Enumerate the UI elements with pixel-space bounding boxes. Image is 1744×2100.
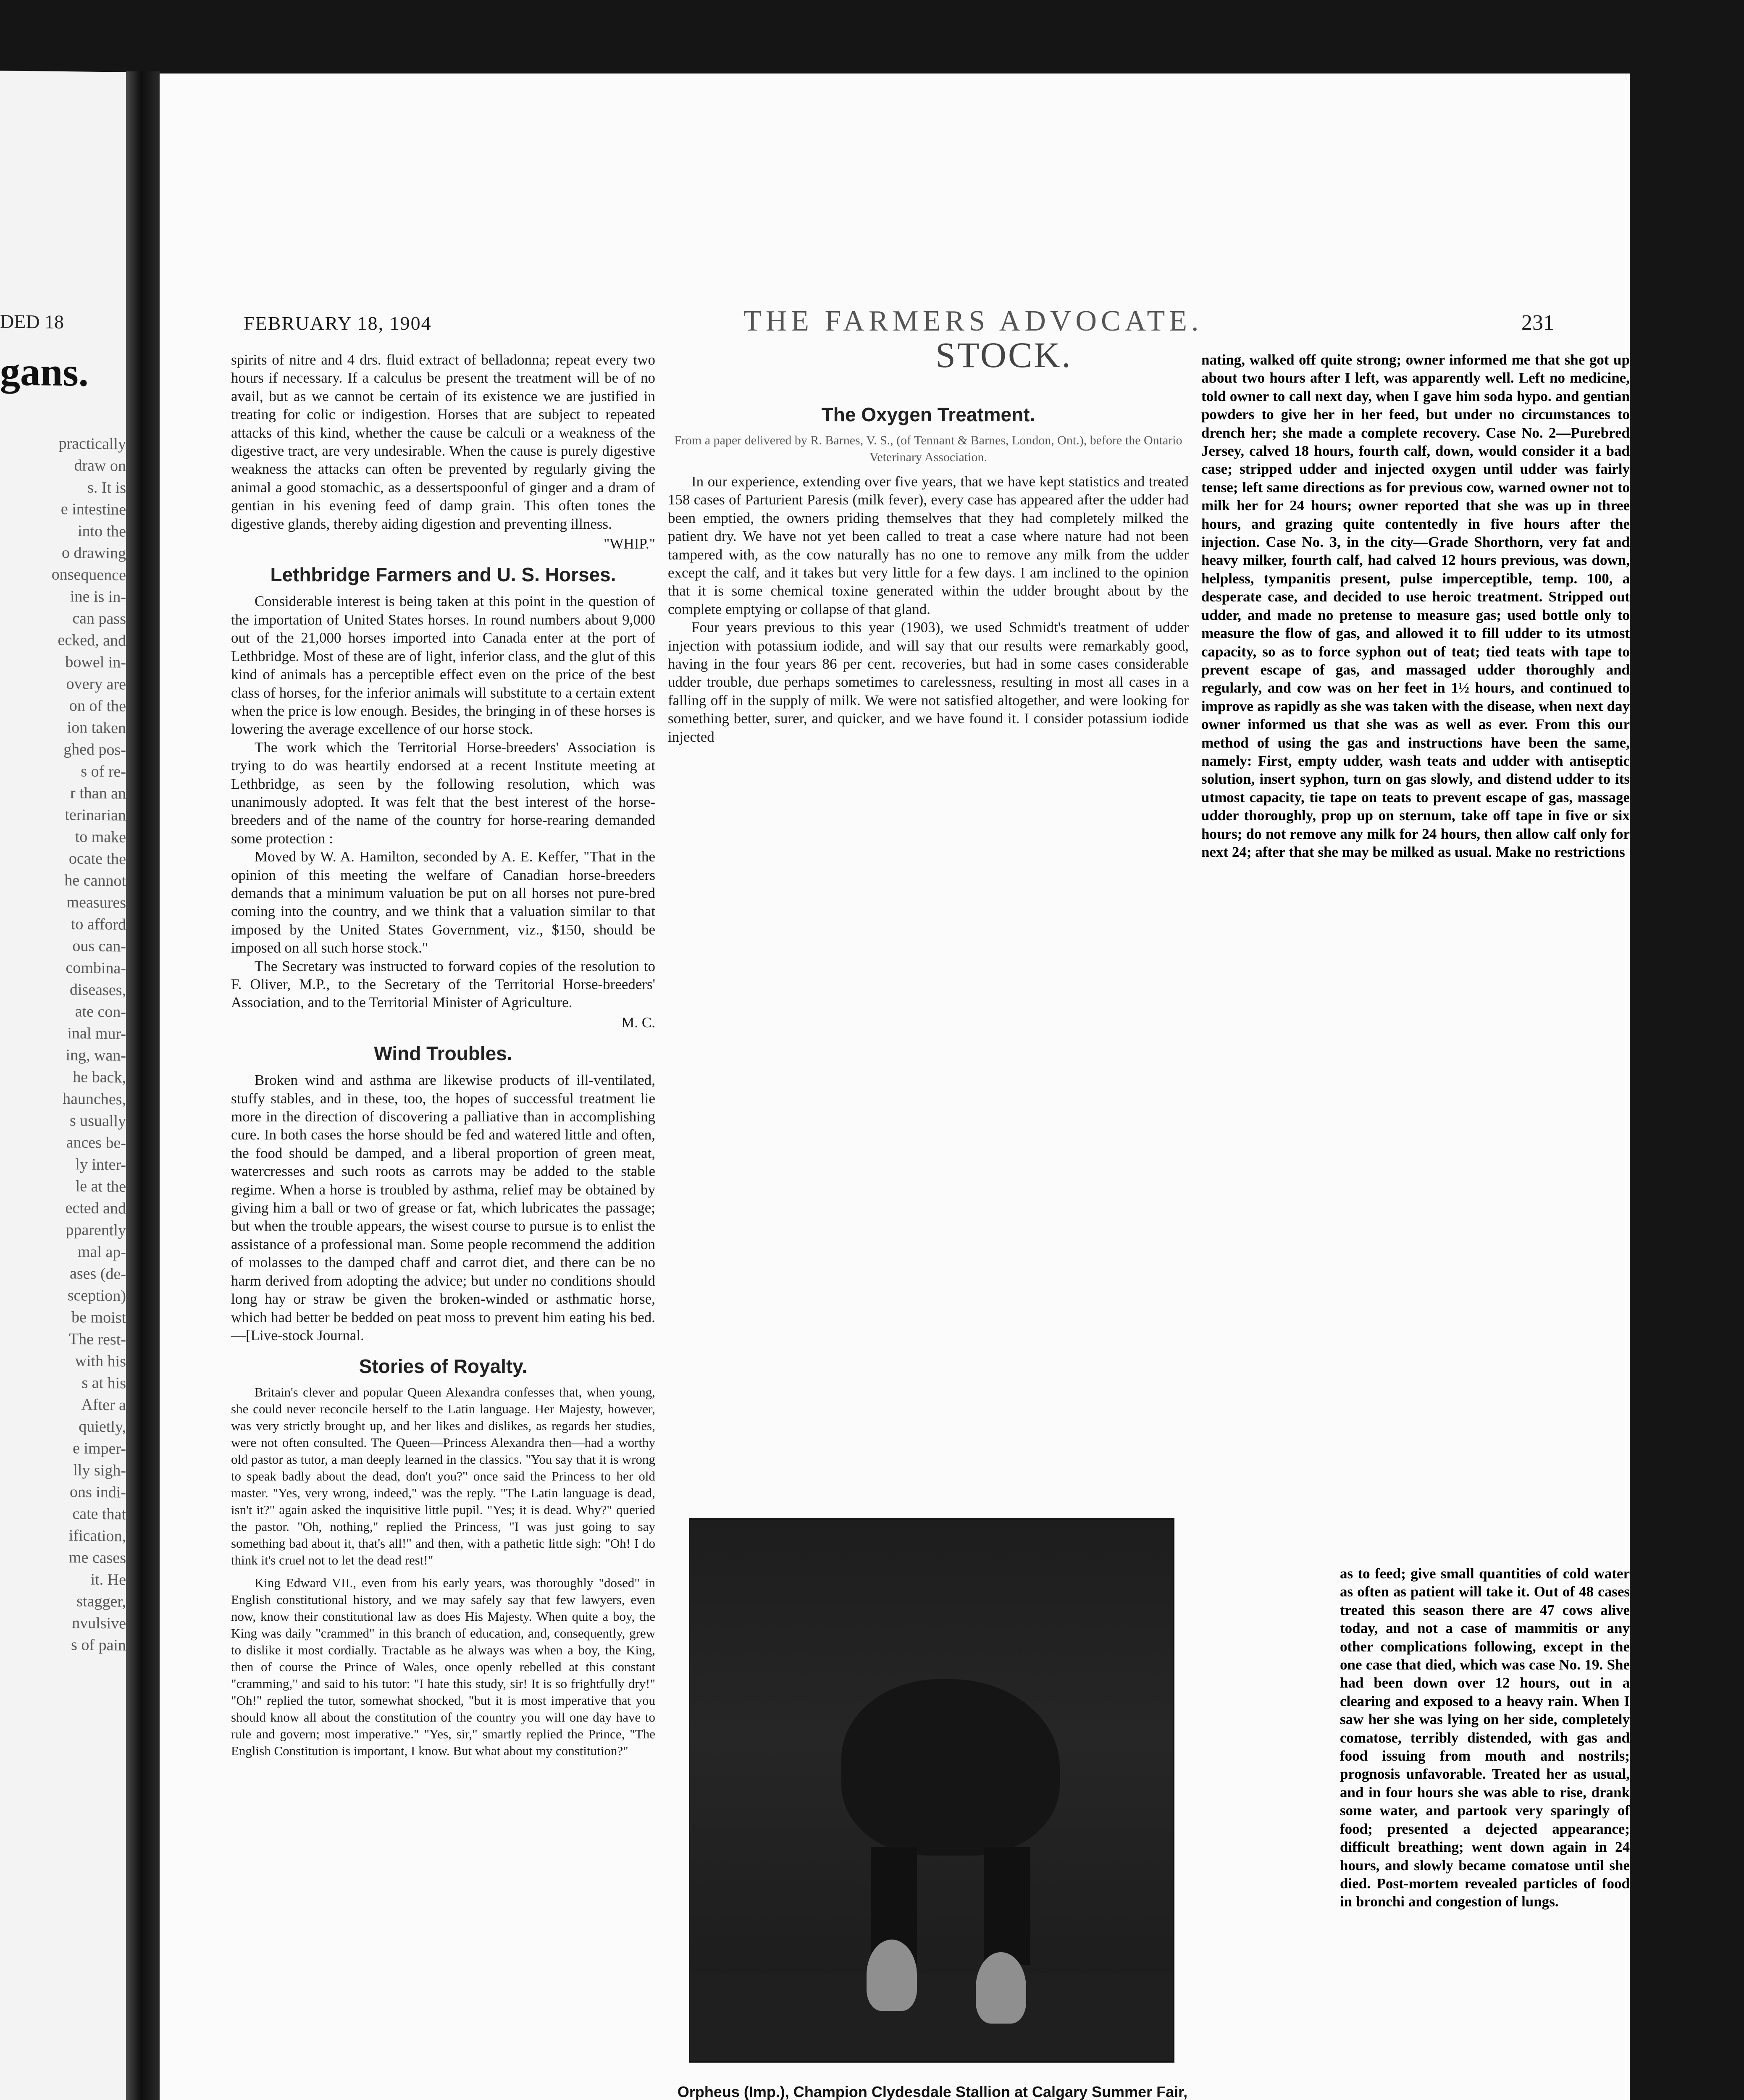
facing-page-line: can pass — [72, 609, 126, 628]
oxygen-continued-paragraph: nating, walked off quite strong; owner informed me that she got up about two hours after I left, was apparently well. Left no medicine, told owner to call next day, when I gave him soda hypo. and gentian powders to give her in her feed, but under no circumstances to drench her; she made a complete recovery. Case No. 2—Purebred Jersey, calved 18 hours, fourth calf, down, would consider it a bad case; stripped udder and injected oxygen until udder was fairly tense; left same directions as for previous cow, warned owner not to milk her for 24 hours; owner reported that she was up in three hours, and grazing quite contentedly in five hours after the injection. Case No. 3, in the city—Grade Shorthorn, very fat and heavy milker, fourth calf, had calved 12 hours previous, was down, helpless, tympanitis present, pulse imperceptible, temp. 100, a desperate case, and decided to use heroic treatment. Stripped out udder, and made no pretense to measure gas; used bottle only to measure the flow of gas, and allowed it to fill udder to its utmost capacity, so as to force syphon out of teat; tied teats with tape to prevent escape of gas, and massaged udder thoroughly and regularly, and cow was on her feet in 1½ hours, and continued to improve as rapidly as she was taken with the disease, when next day owner informed us that she was as well as ever. From this our method of using the gas and instructions have been the same, namely: First, empty udder, wash teats and udder with antiseptic solution, insert syphon, turn on gas slowly, and distend udder to its utmost capacity, tie tape on teats to prevent escape of gas, massage udder thoroughly, prop up on sternum, take off tape in five or six hours; do not remove any milk for 24 hours, then allow calf only for next 24; after that she may be milked as usual. Make no restrictions — [1201, 352, 1630, 860]
newspaper-page — [160, 74, 1630, 2100]
photo-ground — [690, 1973, 1173, 2061]
facing-page-line: ons indi- — [69, 1483, 126, 1502]
horse-feather — [976, 1952, 1026, 2024]
horse-feather — [867, 1940, 917, 2011]
facing-page-line: ing, wan- — [66, 1046, 126, 1065]
facing-page-line: ification, — [68, 1527, 126, 1545]
facing-page-line: practically — [58, 434, 126, 453]
royalty-paragraph: King Edward VII., even from his early years, was thoroughly "dosed" in English constitutional history, and we may safely say that few lawyers, even now, know their constitutional law as does His Majesty. When quite a boy, the King was daily "crammed" in this branch of education, and, consequently, grew to dislike it most cordially. Tractable as he always was when a boy, the King, then of course the Prince of Wales, once openly rebelled at this constant "cramming," and said to his tutor: "I hate this study, sir! It is so frightfully dry!" "Oh!" replied the tutor, somewhat shocked, "but it is most imperative that you should know all about the constitution of the country you will one day have to rule and govern; most imperative." "Yes, sir," smartly replied the Prince, "The English Constitution is important, I know. But what about my constitution?" — [231, 1575, 655, 1759]
lethbridge-paragraph: The Secretary was instructed to forward copies of the resolution to F. Oliver, M.P., to the Secretary of the Territorial Horse-breeders' Association, and to the Territorial Minister of Agriculture. — [231, 958, 655, 1011]
facing-page-line: s of pain — [71, 1636, 126, 1654]
horse-leg — [984, 1847, 1030, 1965]
royalty-headline: Stories of Royalty. — [359, 1355, 528, 1378]
facing-page-line: e intestine — [60, 500, 126, 519]
oxygen-paragraph: Four years previous to this year (1903), we used Schmidt's treatment of udder injection with potassium iodide, and will say that our results were remarkably good, having in the four years 86 per cent. recoveries, but had in some cases considerable udder trouble, due perhaps sometimes to carelessness, resulting in most all cases in a falling off in the supply of milk. We were not satisfied altogether, and were looking for something better, surer, and quicker, and we have found it. I consider potassium iodide injected — [668, 619, 1189, 745]
lethbridge-paragraph: Considerable interest is being taken at this point in the question of the importation of United States horses. In round numbers about 9,000 out of the 21,000 horses imported into Canada enter at the port of Lethbridge. Most of these are of light, inferior class, and the glut of this kind of animals has a perceptible effect even on the price of the best class of horses, for the inferior animals will substitute to a certain extent when the price is low enough. Besides, the bringing in of these horses is lowering the average excellence of our horse stock. — [231, 593, 655, 738]
lethbridge-paragraph: The work which the Territorial Horse-breeders' Association is trying to do was heartily endorsed at a recent Institute meeting at Lethbridge, as seen by the following resolution, which was unanimously adopted. It was felt that the best interest of the horse-breeders and of the name of the country for horse-rearing demanded some protection : — [231, 739, 655, 847]
stallion-photo — [689, 1518, 1174, 2063]
facing-page-line: ocate the — [68, 850, 126, 868]
facing-page-line: ected and — [65, 1199, 126, 1218]
colic-article-signature: "WHIP." — [604, 536, 655, 552]
column-1 — [231, 351, 655, 1759]
facing-page-line: s. It is — [87, 478, 126, 497]
facing-page-line: lly sigh- — [73, 1461, 126, 1480]
oxygen-continued-paragraph: as to feed; give small quantities of cold water as often as patient will take it. Out of 48 cases treated this season there are 47 cows alive today, and not a case of mammitis or any other complications following, except in the one case that died, which was case No. 19. She had been down over 12 hours, out in a clearing and exposed to a heavy rain. When I saw her she was lying on her side, completely comatose, terribly distended, with gas and food issuing from mouth and nostrils; prognosis unfavorable. Treated her as usual, and in four hours she was able to rise, drank some water, and partook very sparingly of food; presented a dejected appearance; difficult breathing; went down again in 24 hours, and slowly became comatose until she died. Post-mortem revealed particles of food in bronchi and congestion of lungs. — [1340, 1565, 1630, 1910]
lethbridge-headline: Lethbridge Farmers and U. S. Horses. — [270, 564, 616, 586]
facing-page-line: e imper- — [73, 1439, 126, 1458]
facing-page-line: pparently — [66, 1221, 126, 1239]
column-3-narrow — [1340, 1564, 1630, 1911]
facing-page-line: The rest- — [68, 1330, 126, 1349]
facing-page-line: sception) — [67, 1286, 126, 1305]
facing-page-line: ate con- — [75, 1003, 126, 1021]
facing-page-line: to afford — [71, 915, 126, 934]
facing-page-line: it. He — [90, 1570, 126, 1589]
facing-page-line: he back, — [73, 1068, 126, 1087]
facing-page-line: ly inter- — [75, 1155, 126, 1174]
facing-page-line: onsequence — [51, 565, 126, 584]
facing-page-line: ghed pos- — [63, 740, 126, 759]
facing-page-line: to make — [75, 828, 126, 846]
facing-page-line: on of the — [69, 697, 126, 715]
facing-page-line: be moist — [71, 1308, 126, 1327]
facing-page-line: combina- — [66, 959, 126, 977]
column-2-upper — [668, 393, 1189, 746]
facing-page-line: r than an — [70, 784, 126, 803]
facing-page-line: s at his — [81, 1374, 126, 1392]
facing-page-header: DED 18 — [0, 310, 64, 333]
facing-page-line: s of re- — [81, 762, 126, 781]
facing-page-line: me cases — [68, 1549, 126, 1567]
facing-page-line: measures — [66, 893, 126, 912]
facing-page-line: bowel in- — [65, 653, 126, 672]
section-title: STOCK. — [935, 335, 1072, 375]
facing-page-line: cate that — [72, 1505, 126, 1523]
facing-page-line: ion taken — [67, 719, 126, 737]
colic-article-continued: spirits of nitre and 4 drs. fluid extract of belladonna; repeat every two hours if necessary. If a calculus be present the treatment will be of no avail, but as we cannot be certain of its existence we are justified in treating for colic or indigestion. Horses that are subject to repeated attacks of this kind, whether the cause be calculi or a weakness of the digestive tract, are very undesirable. When the cause is purely digestive weakness the attacks can often be prevented by regularly giving the animal a good stomachic, as a dessertspoonful of ginger and a dram of gentian in his evening feed of damp grain. This often tones the digestive glands, thereby aiding digestion and preventing illness. — [231, 352, 655, 532]
lethbridge-signature: M. C. — [621, 1014, 655, 1031]
facing-page-line: inal mur- — [67, 1024, 126, 1043]
facing-page-line: ances be- — [66, 1134, 126, 1152]
facing-page-line: ine is in- — [70, 588, 126, 606]
facing-page-line: ases (de- — [70, 1265, 126, 1283]
facing-page-line: he cannot — [64, 872, 126, 890]
oxygen-treatment-byline: From a paper delivered by R. Barnes, V. S., (of Tennant & Barnes, London, Ont.), before the Ontario Veterinary Association. — [674, 433, 1182, 464]
facing-page-line: ecked, and — [58, 631, 126, 650]
issue-date: FEBRUARY 18, 1904 — [244, 312, 432, 334]
facing-page-line: nvulsive — [72, 1614, 126, 1633]
facing-page-line: with his — [75, 1352, 126, 1370]
facing-page-line: le at the — [75, 1177, 126, 1196]
facing-page-title: gans. — [0, 349, 89, 395]
oxygen-treatment-headline: The Oxygen Treatment. — [821, 404, 1035, 425]
facing-page-line: overy are — [66, 675, 126, 693]
horse-silhouette — [841, 1679, 1060, 1856]
facing-page-line: o drawing — [61, 543, 126, 562]
royalty-paragraph: Britain's clever and popular Queen Alexandra confesses that, when young, she could never reconcile herself to the Latin language. Her Majesty, however, was very strictly brought up, and her likes and dislikes, as regards her studies, were not often consulted. The Queen—Princess Alexandra then—had a worthy old pastor as tutor, a man deeply learned in the classics. "You say that it is wrong to speak badly about the dead, don't you?" once said the Princess to her old master. "Yes, very wrong, indeed," was the reply. "The Latin language is dead, isn't it?" again asked the inquisitive little pupil. "Yes; it is dead. Why?" queried the pastor. "Oh, nothing," replied the Princess, "I was just going to say something bad about it, that's all!" and then, with a pathetic little sigh: "Oh! I do think it's cruel not to let the dead rest!" — [231, 1385, 655, 1568]
facing-page-fragment — [0, 71, 126, 2100]
facing-page-line: s usually — [69, 1112, 126, 1130]
facing-page-line: mal ap- — [77, 1243, 126, 1261]
facing-page-line: into the — [77, 522, 126, 541]
book-gutter — [126, 71, 160, 2100]
page-header — [244, 304, 1554, 338]
facing-page-line: haunches, — [63, 1089, 126, 1108]
facing-page-line: diseases, — [69, 981, 126, 999]
masthead: THE FARMERS ADVOCATE. — [743, 305, 1203, 337]
facing-page-line: terinarian — [65, 806, 126, 824]
page-number: 231 — [1521, 311, 1554, 335]
facing-page-line: stagger, — [76, 1592, 126, 1611]
column-3-upper — [1201, 351, 1630, 861]
facing-page-line: draw on — [74, 457, 126, 475]
facing-page-lines — [0, 432, 126, 1656]
facing-page-line: After a — [81, 1396, 126, 1414]
facing-page-line: ous can- — [72, 937, 126, 956]
oxygen-paragraph: In our experience, extending over five years, that we have kept statistics and treated 158 cases of Parturient Paresis (milk fever), every case has appeared after the udder had been emptied, the owners priding themselves that they had completely milked the patient dry. We have not yet been called to treat a case where nature had not been tampered with, as the cow naturally has no one to remove any milk from the udder except the calf, and it takes but very little for a few days. I am inclined to the opinion that it is some chemical toxine generated within the udder brought about by the complete emptying or collapse of that gland. — [668, 473, 1189, 617]
wind-troubles-headline: Wind Troubles. — [374, 1042, 512, 1065]
facing-page-line: quietly, — [79, 1418, 126, 1436]
photo-caption: Orpheus (Imp.), Champion Clydesdale Stallion at Calgary Summer Fair, — [677, 2083, 1188, 2100]
lethbridge-paragraph: Moved by W. A. Hamilton, seconded by A. E. Keffer, "That in the opinion of this meeting the welfare of Canadian horse-breeders demands that a minimum valuation be put on all horses not pure-bred coming into the country, and we think that a valuation similar to that imposed by the United States Government, viz., $150, should be imposed on all such horse stock." — [231, 848, 655, 956]
wind-troubles-paragraph: Broken wind and asthma are likewise products of ill-ventilated, stuffy stables, and in these, too, the hopes of successful treatment lie more in the direction of discovering a palliative than in accomplishing cure. In both cases the horse should be fed and watered little and often, the food should be damped, and a liberal proportion of green meat, watercresses and such roots as carrots may be added to the stable regime. When a horse is troubled by asthma, relief may be obtained by giving him a ball or two of grease or fat, which lubricates the passage; but when the trouble appears, the wisest course to pursue is to enlist the assistance of a professional man. Some people recommend the addition of molasses to the damped chaff and carrot diet, and there can be no harm derived from adopting the advice; but under no conditions should long hay or straw be given the broken-winded or asthmatic horse, which had better be bedded on peat moss to prevent him eating his bed.—[Live-stock Journal. — [231, 1072, 655, 1344]
